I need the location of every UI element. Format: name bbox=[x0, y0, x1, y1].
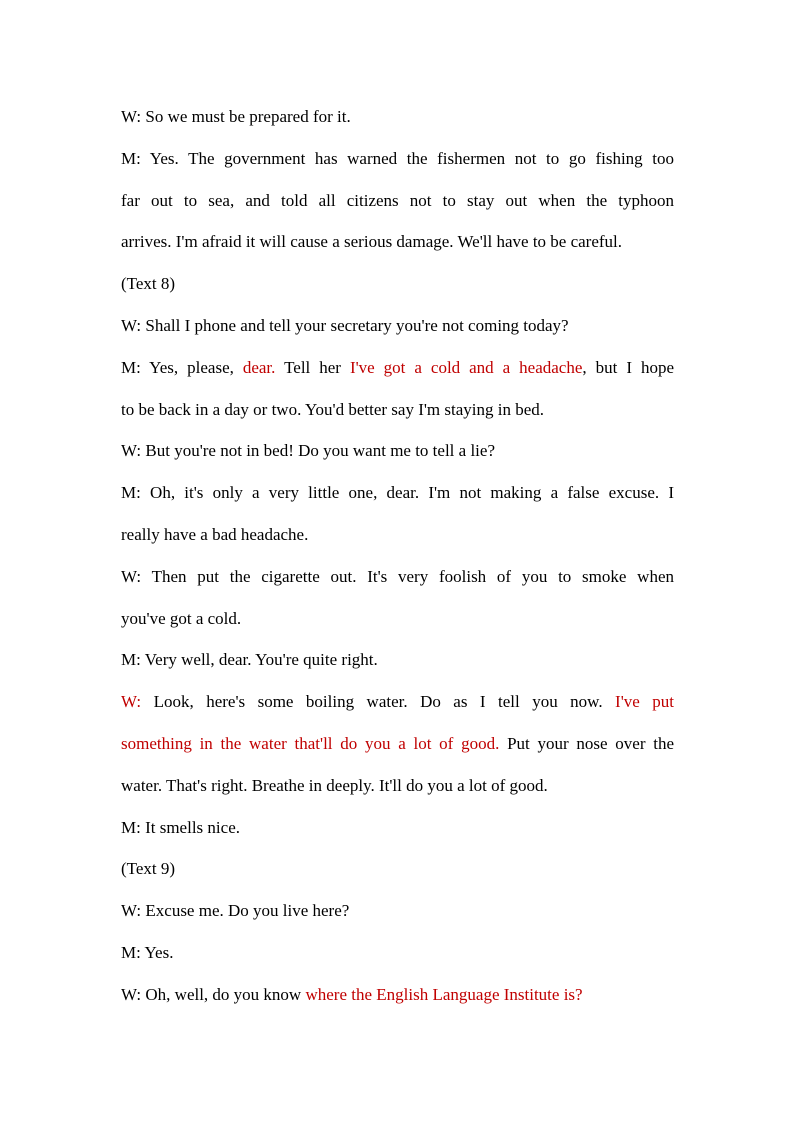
highlighted-text: W: bbox=[121, 692, 142, 712]
line-text: water. That's right. Breathe in deeply. It'll do you a lot of good. bbox=[121, 775, 548, 795]
line-text: M: Yes. bbox=[121, 942, 174, 962]
line-text: M: Yes. The government has warned the fishermen not to go fishing too bbox=[121, 148, 674, 168]
line-text: far out to sea, and told all citizens not to stay out when the typhoon bbox=[121, 190, 674, 210]
highlighted-text: I've got a cold and a headache bbox=[349, 357, 583, 377]
line-text: W: Shall I phone and tell your secretary you're not coming today? bbox=[121, 315, 569, 335]
dialogue-line bbox=[121, 556, 674, 598]
line-text: M: Oh, it's only a very little one, dear. I'm not making a false excuse. I bbox=[121, 483, 674, 503]
line-text: you've got a cold. bbox=[121, 608, 242, 628]
dialogue-line bbox=[121, 848, 674, 890]
line-text: W: Then put the cigarette out. It's very foolish of you to smoke when bbox=[121, 566, 674, 586]
highlighted-text: I've put bbox=[615, 692, 674, 712]
line-text: W: Excuse me. Do you live here? bbox=[121, 901, 350, 921]
dialogue-line bbox=[121, 138, 674, 180]
line-text: (Text 8) bbox=[121, 274, 176, 294]
dialogue-line bbox=[121, 974, 674, 1016]
document-body bbox=[121, 96, 674, 1016]
line-text: Look, here's some boiling water. Do as I tell you now. bbox=[141, 692, 616, 712]
dialogue-line bbox=[121, 514, 674, 556]
dialogue-line bbox=[121, 263, 674, 305]
dialogue-line bbox=[121, 681, 674, 723]
line-text: Tell her bbox=[275, 357, 350, 377]
highlighted-text: something in the water that'll do you a lot of good. bbox=[121, 733, 500, 753]
dialogue-line bbox=[121, 180, 674, 222]
line-text: M: Very well, dear. You're quite right. bbox=[121, 650, 378, 670]
line-text: W: So we must be prepared for it. bbox=[121, 107, 351, 126]
dialogue-line bbox=[121, 639, 674, 681]
dialogue-line bbox=[121, 305, 674, 347]
dialogue-line bbox=[121, 96, 674, 138]
dialogue-line bbox=[121, 389, 674, 431]
dialogue-line bbox=[121, 807, 674, 849]
line-text: to be back in a day or two. You'd better say I'm staying in bed. bbox=[121, 399, 545, 419]
dialogue-line bbox=[121, 765, 674, 807]
line-text: arrives. I'm afraid it will cause a serious damage. We'll have to be careful. bbox=[121, 232, 623, 252]
line-text: (Text 9) bbox=[121, 859, 176, 879]
dialogue-line bbox=[121, 598, 674, 640]
dialogue-line bbox=[121, 221, 674, 263]
dialogue-line bbox=[121, 723, 674, 765]
line-text: Put your nose over the bbox=[499, 733, 674, 753]
line-text: , but I hope bbox=[582, 357, 674, 377]
line-text: M: Yes, please, bbox=[121, 357, 243, 377]
line-text: W: But you're not in bed! Do you want me to tell a lie? bbox=[121, 441, 495, 461]
dialogue-line bbox=[121, 932, 674, 974]
dialogue-line bbox=[121, 347, 674, 389]
line-text: M: It smells nice. bbox=[121, 817, 240, 837]
dialogue-line bbox=[121, 890, 674, 932]
dialogue-line bbox=[121, 430, 674, 472]
highlighted-text: where the English Language Institute is? bbox=[305, 984, 583, 1004]
line-text: really have a bad headache. bbox=[121, 524, 309, 544]
dialogue-line bbox=[121, 472, 674, 514]
line-text: W: Oh, well, do you know bbox=[121, 984, 306, 1004]
highlighted-text: dear. bbox=[242, 357, 276, 377]
